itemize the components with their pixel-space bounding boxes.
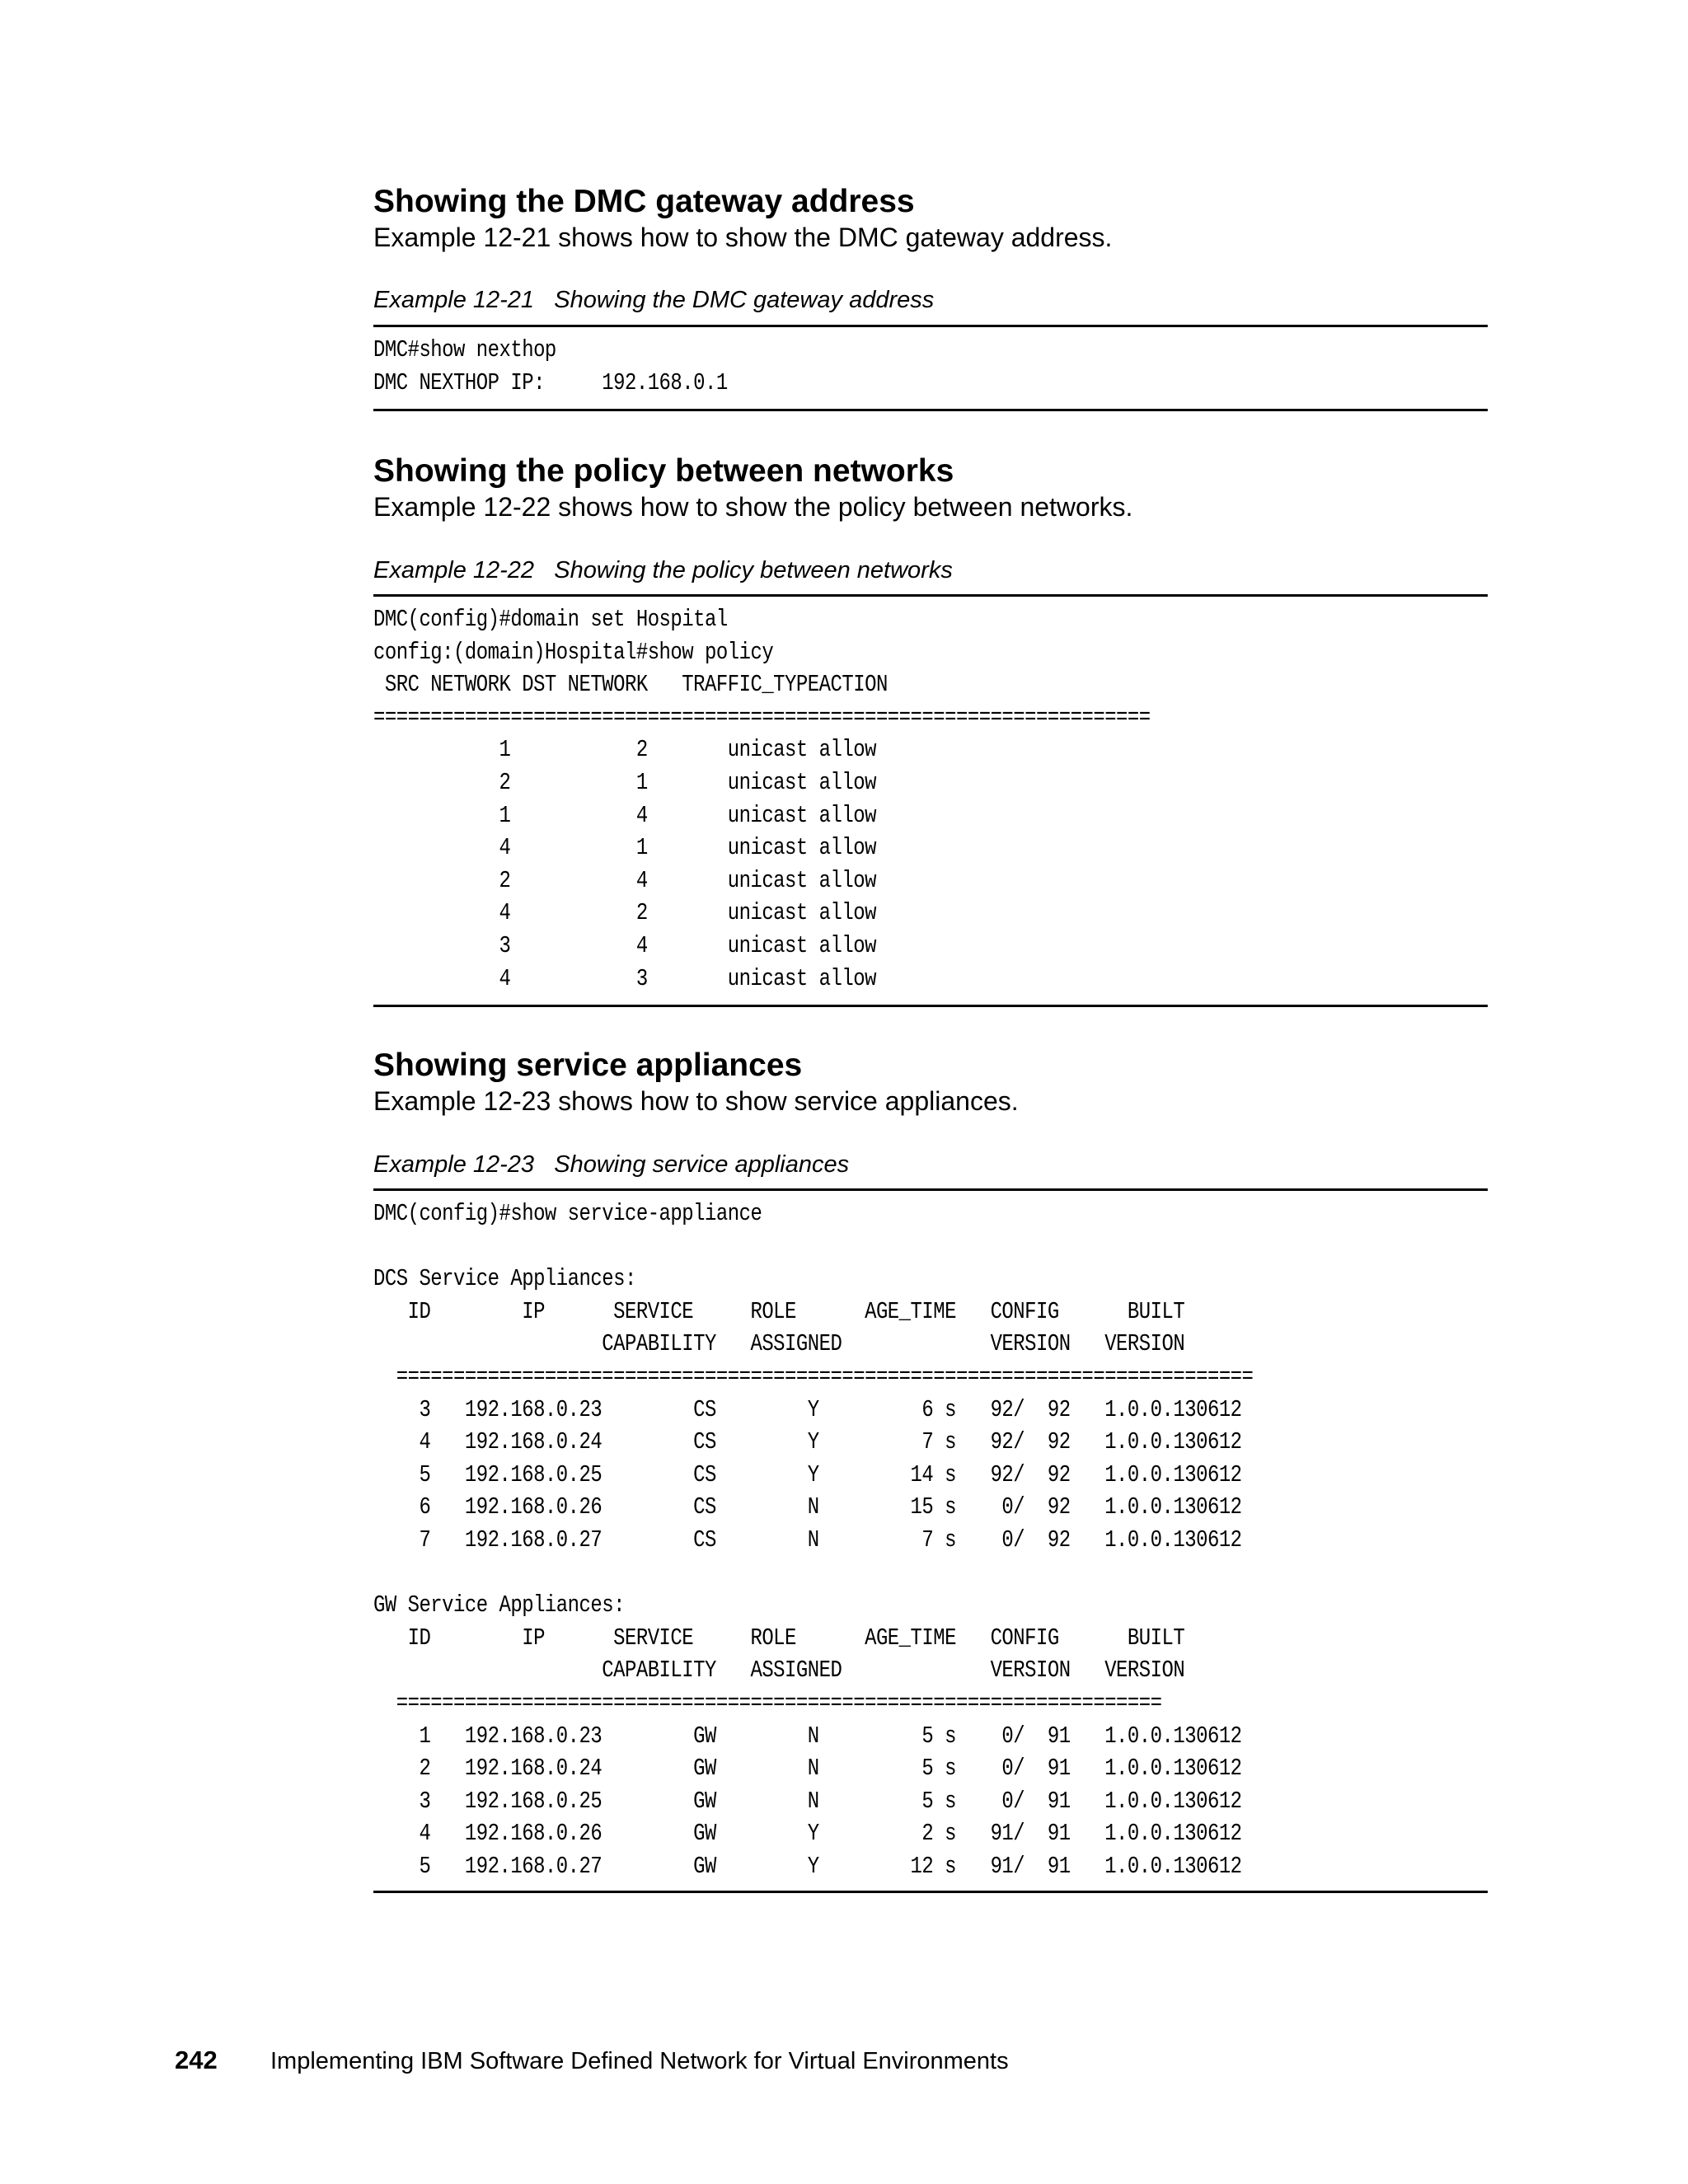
example-bottom-rule bbox=[373, 1005, 1488, 1007]
page-number: 242 bbox=[175, 2046, 218, 2074]
section-heading: Showing the DMC gateway address bbox=[373, 184, 915, 219]
code-block: DMC#show nexthop DMC NEXTHOP IP: 192.168.0.1 bbox=[373, 336, 728, 396]
example-top-rule bbox=[373, 325, 1488, 327]
example-bottom-rule bbox=[373, 409, 1488, 411]
example-top-rule bbox=[373, 594, 1488, 597]
code-block: DMC(config)#domain set Hospital config:(domain)Hospital#show policy SRC NETWORK DST NETWORK TRAFFIC_TYPEACTION ==================================================================== 1 2 unicast allow 2 1 unicast allow 1 4 unicast allow 4 1 unicast allow 2 4 unicast allow 4 2 unicast allow 3 4 unicast allow 4 3 unicast allow bbox=[373, 606, 1151, 992]
section-intro: Example 12-21 shows how to show the DMC gateway address. bbox=[373, 223, 1113, 252]
example-caption: Example 12-22 Showing the policy between networks bbox=[373, 557, 953, 583]
section-policy bbox=[373, 452, 1488, 992]
code-block: DMC(config)#show service-appliance DCS Service Appliances: ID IP SERVICE ROLE AGE_TIME CONFIG BUILT CAPABILITY ASSIGNED VERSION VERSION =========================================================================== 3 192.168.0.23 CS Y 6 s 92/ 92 1.0.0.130612 4 192.168.0.24 CS Y 7 s 92/ 92 1.0.0.130612 5 192.168.0.25 CS Y 14 s 92/ 92 1.0.0.130612 6 192.168.0.26 CS N 15 s 0/ 92 1.0.0.130612 7 192.168.0.27 CS N 7 s 0/ 92 1.0.0.130612 GW Service Appliances: ID IP SERVICE ROLE AGE_TIME CONFIG BUILT CAPABILITY ASSIGNED VERSION VERSION =================================================================== 1 192.168.0.23 GW N 5 s 0/ 91 1.0.0.130612 2 192.168.0.24 GW N 5 s 0/ 91 1.0.0.130612 3 192.168.0.25 GW N 5 s 0/ 91 1.0.0.130612 4 192.168.0.26 GW Y 2 s 91/ 91 1.0.0.130612 5 192.168.0.27 GW Y 12 s 91/ 91 1.0.0.130612 bbox=[373, 1200, 1254, 1880]
example-caption: Example 12-21 Showing the DMC gateway address bbox=[373, 287, 935, 313]
section-dmc-gateway bbox=[373, 183, 1488, 396]
example-top-rule bbox=[373, 1188, 1488, 1191]
book-title: Implementing IBM Software Defined Network for Virtual Environments bbox=[270, 2048, 1009, 2074]
page-footer bbox=[175, 2046, 1009, 2076]
section-intro: Example 12-23 shows how to show service appliances. bbox=[373, 1086, 1019, 1116]
section-service-appliances bbox=[373, 1047, 1488, 1880]
section-intro: Example 12-22 shows how to show the policy between networks. bbox=[373, 492, 1133, 522]
section-heading: Showing the policy between networks bbox=[373, 453, 954, 489]
section-heading: Showing service appliances bbox=[373, 1047, 803, 1083]
example-caption: Example 12-23 Showing service appliances bbox=[373, 1151, 850, 1178]
example-bottom-rule bbox=[373, 1891, 1488, 1893]
